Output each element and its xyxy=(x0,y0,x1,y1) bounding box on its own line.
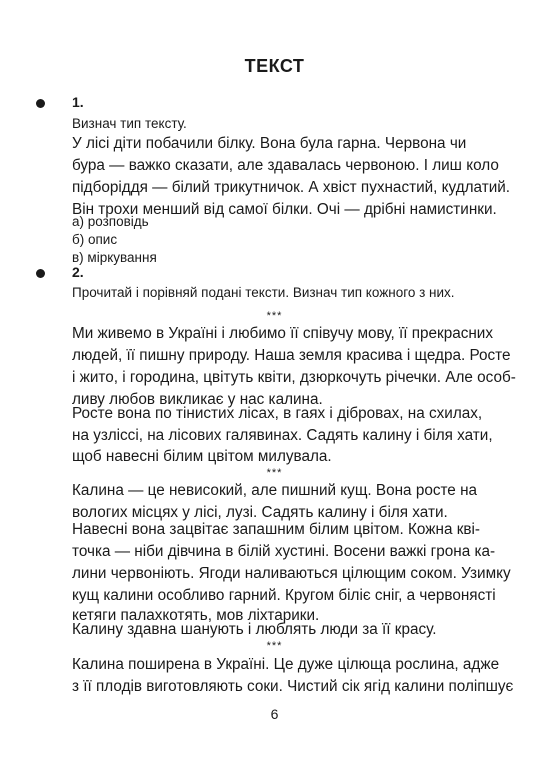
task-1-number: 1. xyxy=(72,94,84,110)
task-2-instruction: Прочитай і порівняй подані тексти. Визнач тип кожного з них. xyxy=(72,285,455,300)
text-line: бура — важко сказати, але здавалась червоною. І лиш коло xyxy=(72,157,499,174)
text-line: Він трохи менший від самої білки. Очі — дрібні намистинки. xyxy=(72,201,497,218)
text-line: точка — ніби дівчина в білій хустині. Восени важкі грона ка- xyxy=(72,543,496,560)
separator-stars: *** xyxy=(266,310,283,322)
text-line: підборіддя — білий трикутничок. А хвіст пухнастий, кудлатий. xyxy=(72,179,511,196)
text-line: Калину здавна шанують і люблять люди за її красу. xyxy=(72,621,437,638)
text-line: У лісі діти побачили білку. Вона була гарна. Червона чи xyxy=(72,135,467,152)
text-line: Калина — це невисокий, але пишний кущ. Вона росте на xyxy=(72,482,478,499)
task-2-number: 2. xyxy=(72,264,84,280)
text-line: вологих місцях у лісі, лузі. Садять калину і біля хати. xyxy=(72,504,448,521)
separator-stars: *** xyxy=(266,467,283,479)
text-line: Ми живемо в Україні і любимо її співучу мову, її прекрасних xyxy=(72,325,493,342)
text-line: ливу любов викликає у нас калина. xyxy=(72,391,323,408)
bullet-icon xyxy=(36,269,45,278)
task-1-instruction: Визнач тип тексту. xyxy=(72,116,187,131)
text-line: лини червоніють. Ягоди наливаються цілющим соком. Узимку xyxy=(72,565,511,582)
option-c: в) міркування xyxy=(72,250,157,265)
separator-stars: *** xyxy=(266,640,283,652)
text-line: людей, її пишну природу. Наша земля красива і щедра. Росте xyxy=(72,347,511,364)
page-title: ТЕКСТ xyxy=(244,56,305,76)
bullet-icon xyxy=(36,99,45,108)
text-line: і жито, і городина, цвітуть квіти, дзюркочуть річечки. Але особ- xyxy=(72,369,516,386)
option-a: а) розповідь xyxy=(72,214,149,229)
text-line: кущ калини особливо гарний. Кругом біліє сніг, а червонясті xyxy=(72,587,496,604)
text-line: щоб навесні білим цвітом милувала. xyxy=(72,448,332,465)
text-line: Навесні вона зацвітає запашним білим цвітом. Кожна кві- xyxy=(72,521,481,538)
text-line: Росте вона по тінистих лісах, в гаях і дібровах, на схилах, xyxy=(72,405,483,422)
option-b: б) опис xyxy=(72,232,118,247)
text-line: кетяги палахкотять, мов ліхтарики. xyxy=(72,607,320,624)
text-line: з її плодів виготовляють соки. Чистий сік ягід калини поліпшує xyxy=(72,678,514,695)
text-line: Калина поширена в Україні. Це дуже цілюща рослина, адже xyxy=(72,656,500,673)
text-line: на узліссі, на лісових галявинах. Садять калину і біля хати, xyxy=(72,427,493,444)
page-number: 6 xyxy=(270,706,279,722)
